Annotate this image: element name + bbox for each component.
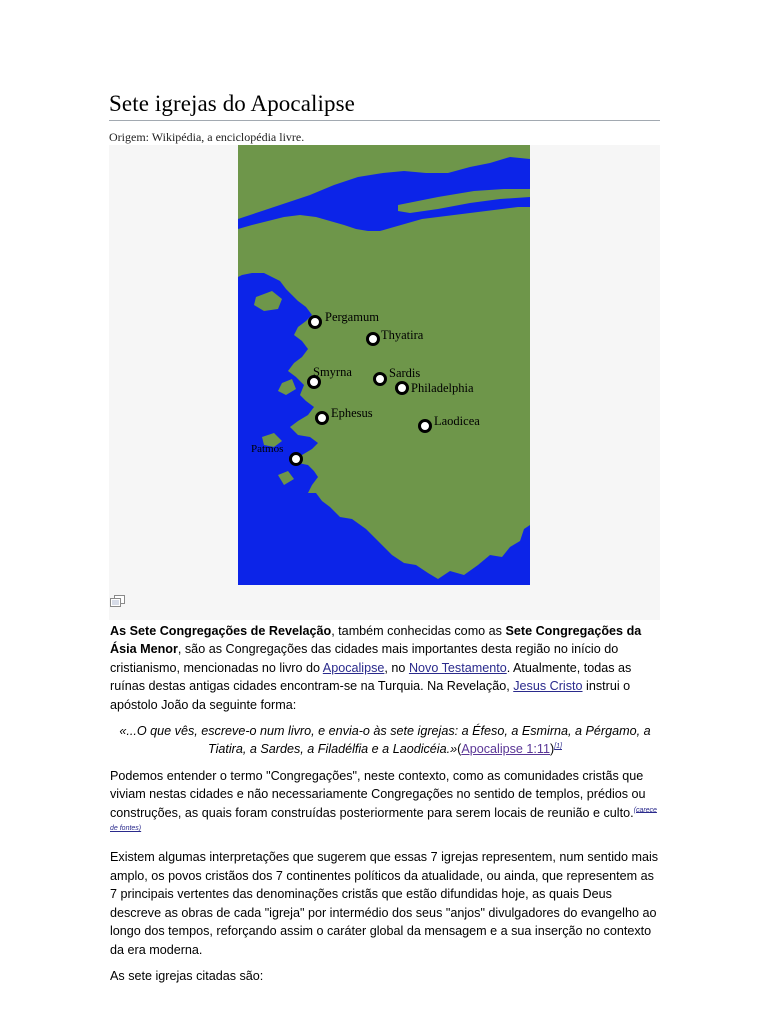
link-apocalipse[interactable]: Apocalipse <box>322 660 385 675</box>
intro-text: , no <box>384 660 409 675</box>
city-label: Pergamum <box>325 310 379 324</box>
city-marker <box>420 421 431 432</box>
scripture-quote <box>110 722 660 759</box>
intro-term: As Sete Congregações de Revelação <box>110 624 332 638</box>
city-marker <box>375 374 386 385</box>
congregations-paragraph <box>110 767 660 841</box>
quote-open: ( <box>457 742 462 757</box>
intro-alt-term: Sete Congregações da Ásia Menor <box>110 624 642 657</box>
page-title: Sete igrejas do Apocalipse <box>109 91 355 116</box>
city-label: Smyrna <box>313 365 352 379</box>
paragraph-text: As sete igrejas citadas são: <box>110 968 264 983</box>
intro-text: . Atualmente, todas as ruínas destas antigas cidades encontram-se na Turquia. Na Revelação, <box>110 660 632 694</box>
city-marker <box>291 454 302 465</box>
intro-text: , também conhecidas como as <box>331 624 506 638</box>
churches-list-intro <box>110 967 660 985</box>
quote-close: ) <box>550 742 555 757</box>
paragraph-text: Existem algumas interpretações que sugerem que essas 7 igrejas representem, num sentido mais amplo, os povos cristãos dos 7 continentes políticos da atualidade, ou ainda, que representem as 7 principais vertentes das denominações cristãs que estão difundidas hoje, as quais Deus descreve as obras de cada "igreja" por intermédio dos seus "anjos" divulgadores do evangelho ao longo dos tempos, reforçando assim o caráter global da mensagem e a sua inserção no contexto da era moderna. <box>110 850 659 957</box>
city-marker <box>368 334 379 345</box>
footnote-link[interactable]: [1] <box>554 743 562 751</box>
intro-text: instrui o apóstolo João da seguinte forma: <box>110 679 631 712</box>
interpretations-paragraph <box>110 848 660 958</box>
quote-text: «...O que vês, escreve-o num livro, e envia-o às sete igrejas: a Éfeso, a Esmirna, a Pérgamo, a Tiatira, a Sardes, a Filadélfia e a Laodicéia.» <box>119 724 651 757</box>
city-label: Patmos <box>251 443 284 455</box>
title-divider <box>109 120 660 121</box>
city-label: Philadelphia <box>411 381 474 395</box>
intro-text: , são as Congregações das cidades mais importantes desta região no início do cristianismo, mencionadas no livro do <box>110 642 619 675</box>
city-label: Ephesus <box>331 406 373 420</box>
city-marker <box>397 383 408 394</box>
link-novo-testamento[interactable]: Novo Testamento <box>408 660 507 675</box>
link-jesus-cristo[interactable]: Jesus Cristo <box>513 679 583 694</box>
intro-paragraph <box>110 622 660 714</box>
link-apocalipse-1-11[interactable]: Apocalipse 1:11 <box>461 742 550 757</box>
city-marker <box>317 413 328 424</box>
citation-needed-link[interactable]: (carece de fontes) <box>110 806 657 832</box>
origin-note: Origem: Wikipédia, a enciclopédia livre. <box>109 130 305 144</box>
paragraph-text: Podemos entender o termo "Congregações", neste contexto, como as comunidades cristãs que viviam nestas cidades e não necessariamente Congregações no sentido de templos, prédios ou construções, as quais foram construídas posteriormente para serem locais de reunião e culto. <box>110 768 646 820</box>
seven-churches-map[interactable] <box>238 145 530 585</box>
city-label: Sardis <box>389 366 421 380</box>
magnify-icon[interactable] <box>110 595 125 607</box>
city-label: Thyatira <box>381 328 424 342</box>
city-marker <box>310 317 321 328</box>
city-label: Laodicea <box>434 414 480 428</box>
article-body <box>110 622 660 993</box>
